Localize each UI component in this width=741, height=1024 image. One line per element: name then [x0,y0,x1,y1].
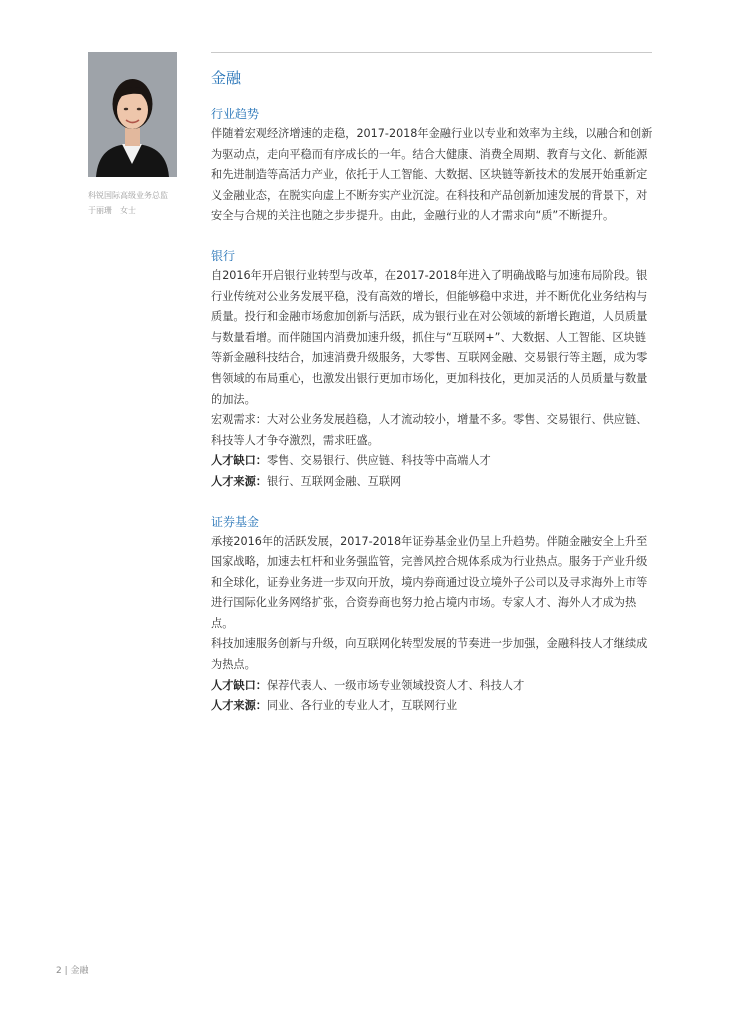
photo-caption [88,188,188,218]
securities-talent-gap-text: 保荐代表人、一级市场专业领域投资人才、科技人才 [266,678,525,692]
securities-paragraph: 承接2016年的活跃发展，2017-2018年证券基金业仍呈上升趋势。伴随金融安全上升至国家战略，加速去杠杆和业务强监管，完善风控合规体系成为行业热点。服务于产业升级和全球化，证券业务进一步双向开放，境内券商通过设立境外子公司以及寻求海外上市等进行国际化业务网络扩张，合资券商也努力抢占境内市场。专家人才、海外人才成为热点。 [211,534,648,630]
caption-title: 科锐国际高级业务总监 [88,191,168,200]
bank-talent-gap [211,451,656,472]
bank-talent-source-label: 人才来源： [211,474,267,488]
section-heading-trend: 行业趋势 [211,107,260,121]
portrait-photo [88,52,177,177]
bank-talent-gap-text: 零售、交易银行、供应链、科技等中高端人才 [266,454,491,468]
caption-name: 于丽珊 女士 [88,206,136,215]
securities-talent-source-text: 同业、各行业的专业人才，互联网行业 [266,699,458,713]
page-title: 金融 [211,69,242,87]
bank-talent-source [211,472,656,493]
securities-talent-gap-label: 人才缺口： [211,678,267,692]
page-footer: 2 | 金融 [56,966,89,976]
securities-talent-gap [211,676,656,697]
bank-paragraph: 自2016年开启银行业转型与改革，在2017-2018年进入了明确战略与加速布局阶段。银行业传统对公业务发展平稳，没有高效的增长，但能够稳中求进，并不断优化业务结构与质量。投行和金融市场愈加创新与活跃，成为银行业在对公领域的新增长跑道，人员质量与数量看增。而伴随国内消费加速升级，抓住与“互联网+”、大数据、人工智能、区块链等新金融科技结合，加速消费升级服务，大零售、互联网金融、交易银行等主题，成为零售领域的布局重心，也激发出银行更加市场化，更加科技化，更加灵活的人员质量与数量的加法。 [211,268,648,406]
securities-talent-source [211,696,656,717]
securities-fintech: 科技加速服务创新与升级，向互联网化转型发展的节奏进一步加强，金融科技人才继续成为热点。 [211,637,648,672]
section-heading-bank: 银行 [211,248,236,263]
trend-paragraph: 伴随着宏观经济增速的走稳，2017-2018年金融行业以专业和效率为主线，以融合和创新为驱动点，走向平稳而有序成长的一年。结合大健康、消费全周期、教育与文化、新能源和先进制造等高活力产业，依托于人工智能、大数据、区块链等新技术的发展开始重新定义金融业态，在脱实向虚上不断夯实产业沉淀。在科技和产品创新加速发展的背景下，对安全与合规的关注也随之步步提升。由此，金融行业的人才需求向“质”不断提升。 [211,127,653,223]
securities-talent-source-label: 人才来源： [211,699,267,713]
bank-macro-demand: 宏观需求：大对公业务发展趋稳，人才流动较小，增量不多。零售、交易银行、供应链、科技等人才争夺激烈，需求旺盛。 [211,413,648,447]
portrait-illustration [88,52,177,177]
bank-talent-source-text: 银行、互联网金融、互联网 [266,474,402,488]
bank-talent-gap-label: 人才缺口： [211,454,267,468]
main-content [211,66,656,717]
top-divider [211,52,652,53]
section-heading-securities: 证券基金 [211,514,260,529]
